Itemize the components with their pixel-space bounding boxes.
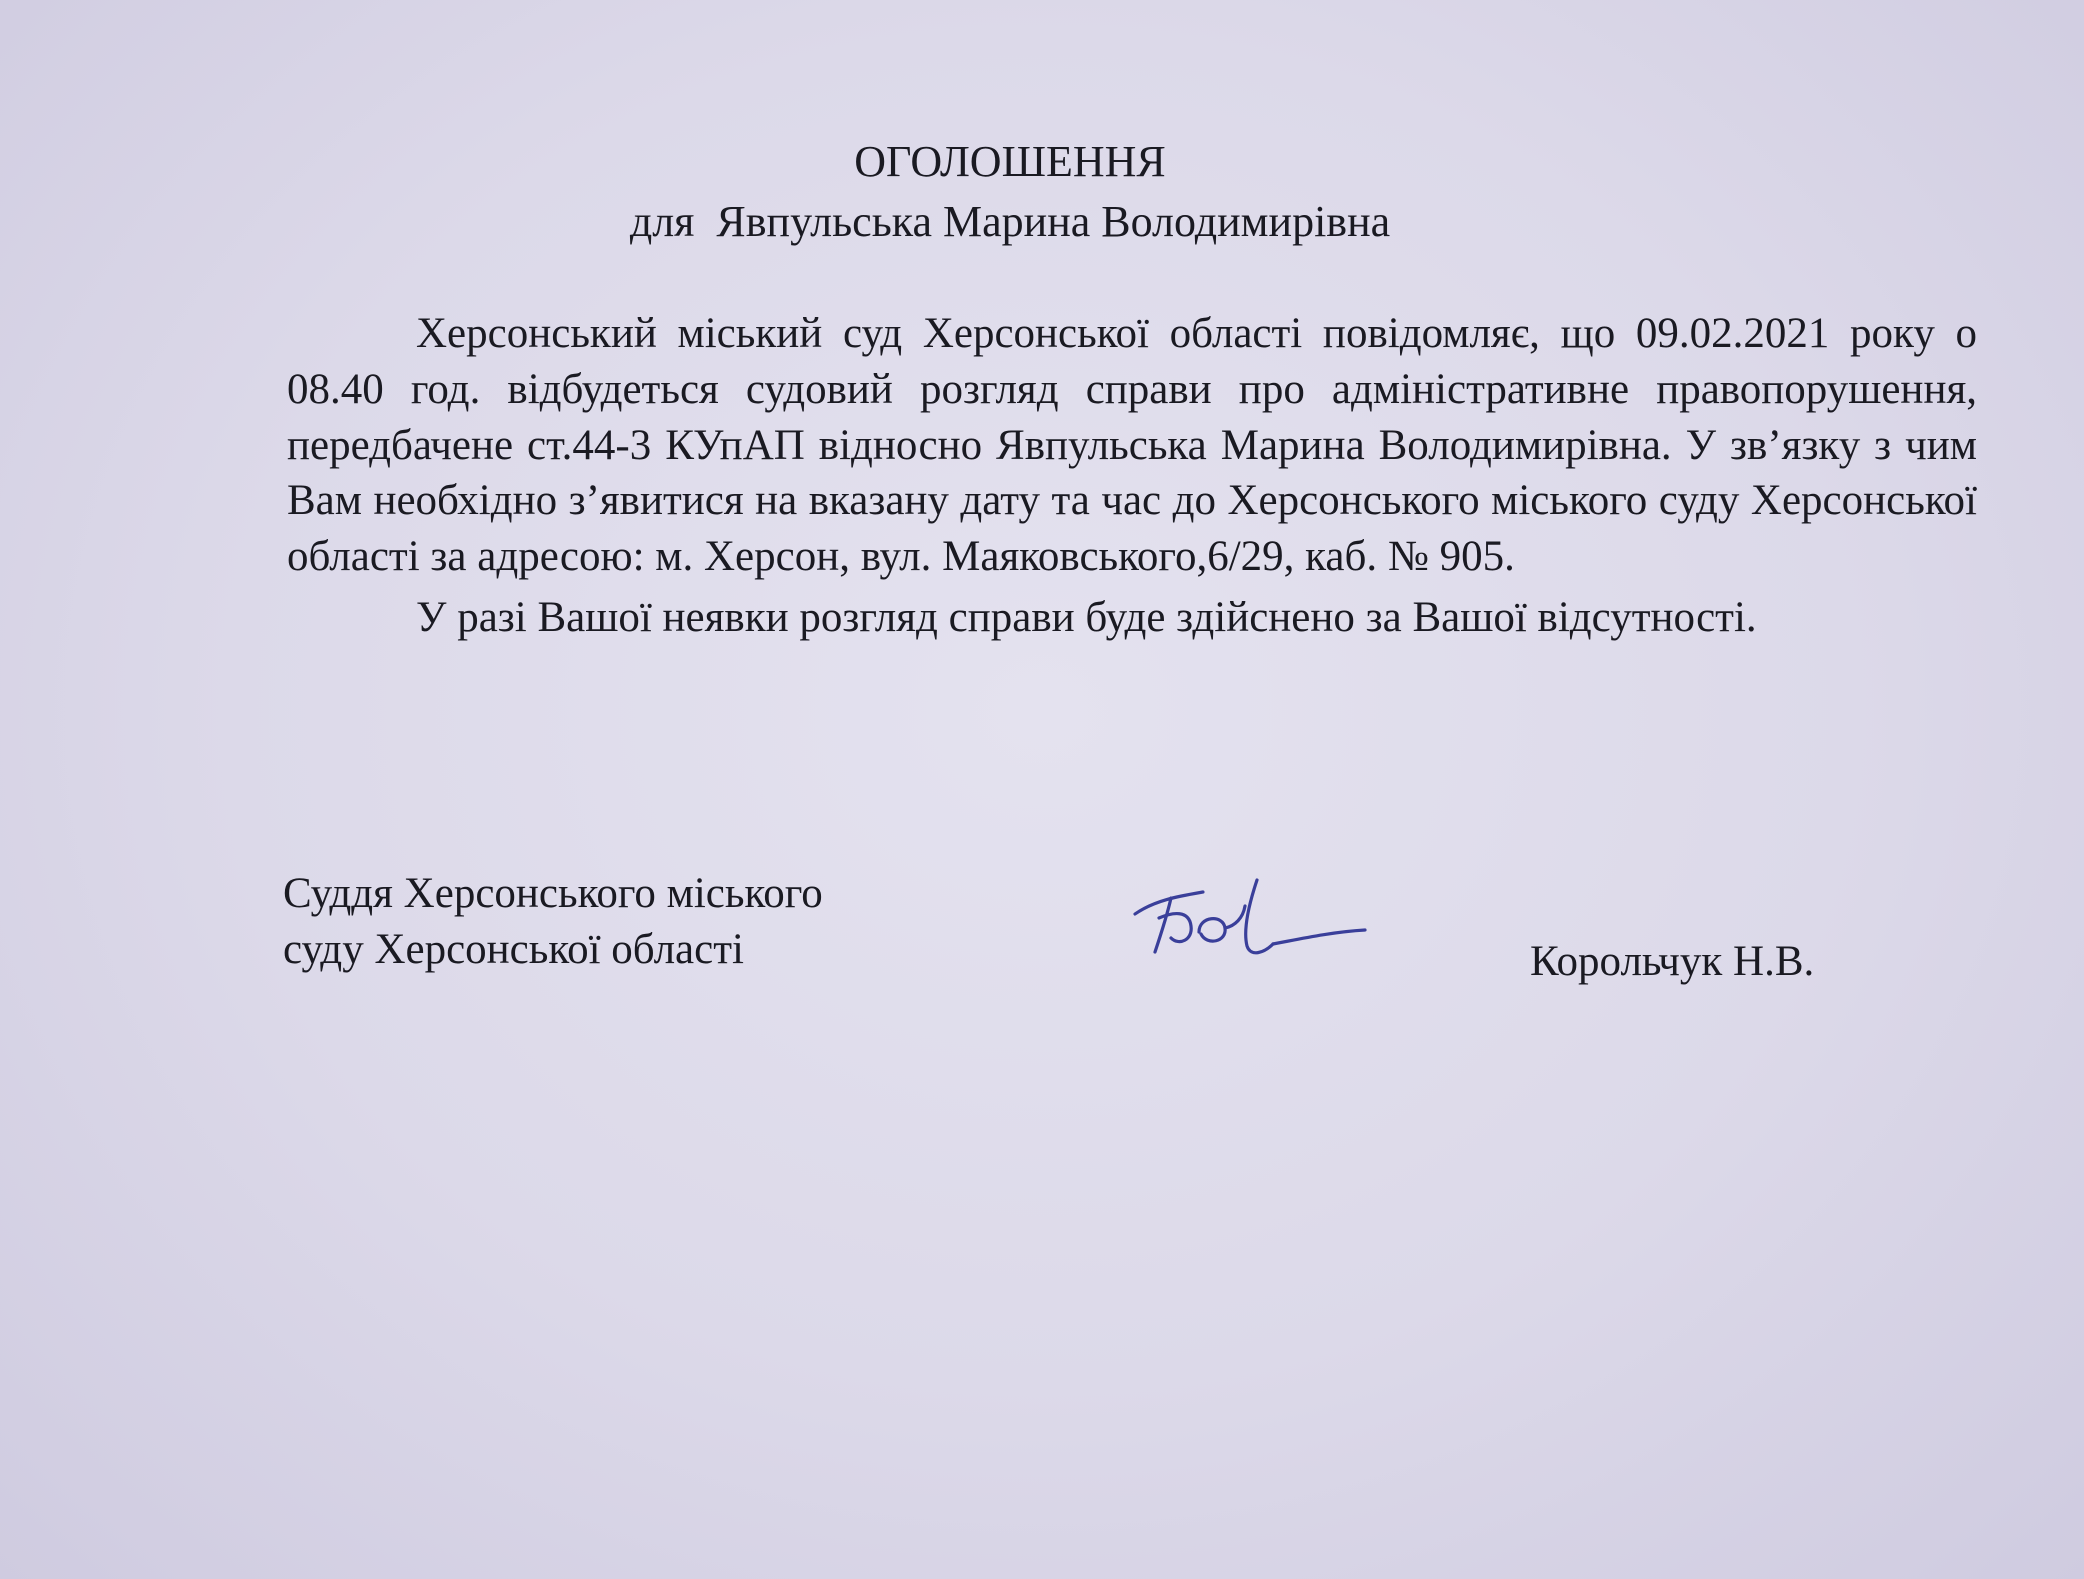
body-paragraph-hearing: Херсонський міський суд Херсонської області повідомляє, що 09.02.2021 року о 08.40 год. відбудеться судовий розгляд справи про адміністративне правопорушення, передбачене ст.44-3 КУпАП відносно Явпульська Марина Володимирівна. У зв’язку з чим Вам необхідно з’явитися на вказану дату та час до Херсонського міського суду Херсонської області за адресою: м. Херсон, вул. Маяковського,6/29, каб. № 905.	[287, 310, 1977, 581]
notice-title: ОГОЛОШЕННЯ	[854, 137, 1166, 186]
addressee-prefix: для	[629, 197, 695, 246]
judge-position	[283, 866, 823, 978]
judge-name: Корольчук Н.В.	[1530, 938, 1815, 985]
notice-body	[287, 306, 1977, 646]
handwritten-signature	[1125, 868, 1375, 968]
addressee-name: Явпульська Марина Володимирівна	[716, 197, 1391, 246]
notice-addressee	[0, 194, 2020, 250]
judge-position-line-2: суду Херсонської області	[283, 926, 744, 973]
body-paragraph-absence: У разі Вашої неявки розгляд справи буде здійснено за Вашої відсутності.	[416, 593, 1757, 641]
judge-position-line-1: Суддя Херсонського міського	[283, 870, 823, 917]
